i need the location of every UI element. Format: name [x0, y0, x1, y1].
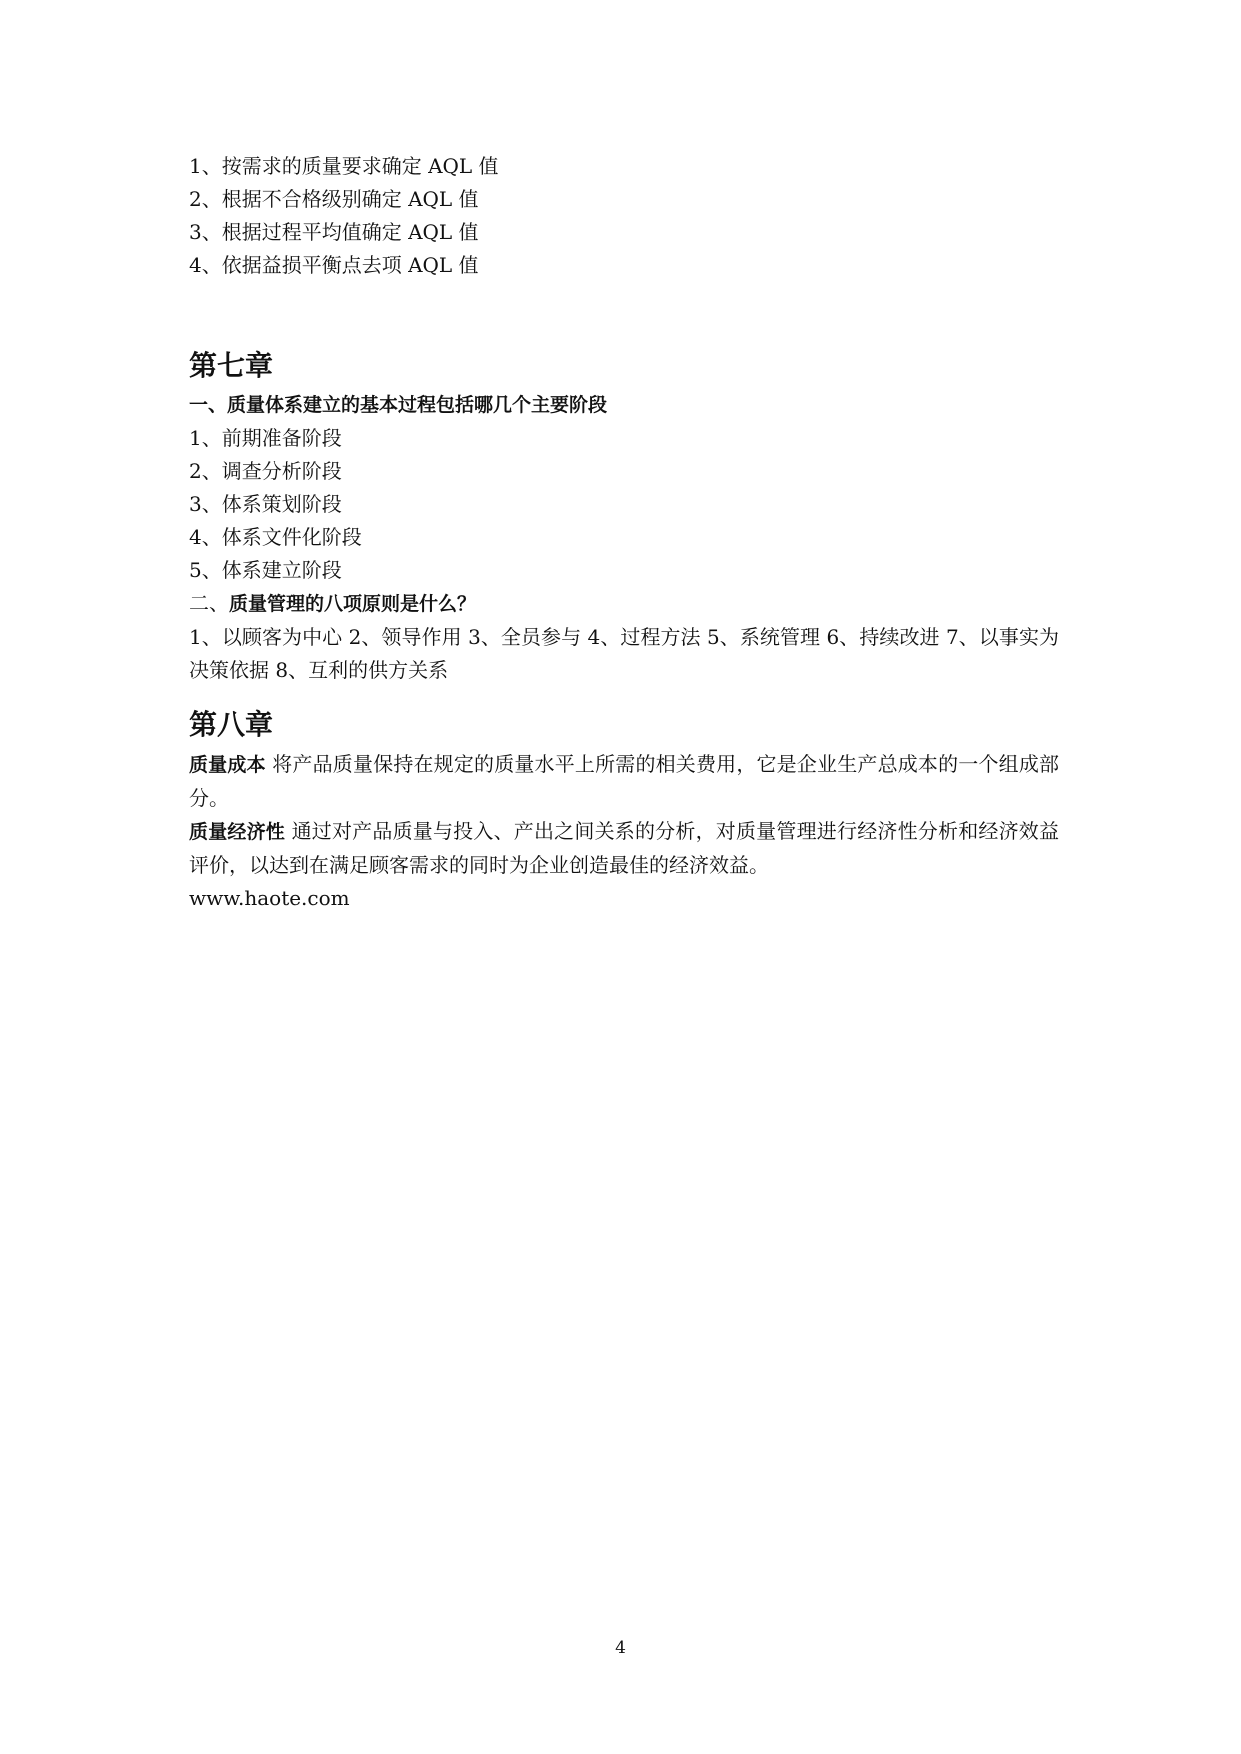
quality-economy-definition: 通过对产品质量与投入、产出之间关系的分析，对质量管理进行经济性分析和经济效益评价，以达到在满足顾客需求的同时为企业创造最佳的经济效益。: [189, 819, 1059, 877]
page-number: 4: [615, 1638, 626, 1658]
quality-economy-paragraph: [189, 815, 1059, 882]
list-item: 5、体系建立阶段: [189, 558, 342, 582]
principles-paragraph: 1、以顾客为中心 2、领导作用 3、全员参与 4、过程方法 5、系统管理 6、持续改进 7、以事实为决策依据 8、互利的供方关系: [189, 625, 1059, 682]
website-link[interactable]: www.haote.com: [189, 886, 350, 910]
quality-cost-term: 质量成本: [189, 754, 266, 776]
quality-cost-paragraph: [189, 748, 1059, 815]
aql-list: [189, 150, 1059, 282]
question-2-prefix: 二、: [189, 591, 229, 615]
list-item: 4、体系文件化阶段: [189, 525, 362, 549]
quality-economy-term: 质量经济性: [189, 821, 286, 843]
list-item: 4、依据益损平衡点去项 AQL 值: [189, 253, 479, 277]
list-item: 3、体系策划阶段: [189, 492, 342, 516]
list-item: 1、前期准备阶段: [189, 426, 342, 450]
list-item: 1、按需求的质量要求确定 AQL 值: [189, 154, 499, 178]
quality-cost-definition: 将产品质量保持在规定的质量水平上所需的相关费用，它是企业生产总成本的一个组成部分。: [189, 752, 1059, 810]
list-item: 3、根据过程平均值确定 AQL 值: [189, 220, 479, 244]
stages-list: [189, 422, 1059, 587]
list-item: 2、根据不合格级别确定 AQL 值: [189, 187, 479, 211]
list-item: 2、调查分析阶段: [189, 459, 342, 483]
chapter-7-heading: 第七章: [189, 349, 274, 382]
question-1: 一、质量体系建立的基本过程包括哪几个主要阶段: [189, 394, 608, 416]
page-content: [189, 150, 1059, 915]
question-2-text: 质量管理的八项原则是什么？: [229, 593, 477, 615]
chapter-8-heading: 第八章: [189, 708, 274, 741]
question-2: [189, 587, 1059, 621]
